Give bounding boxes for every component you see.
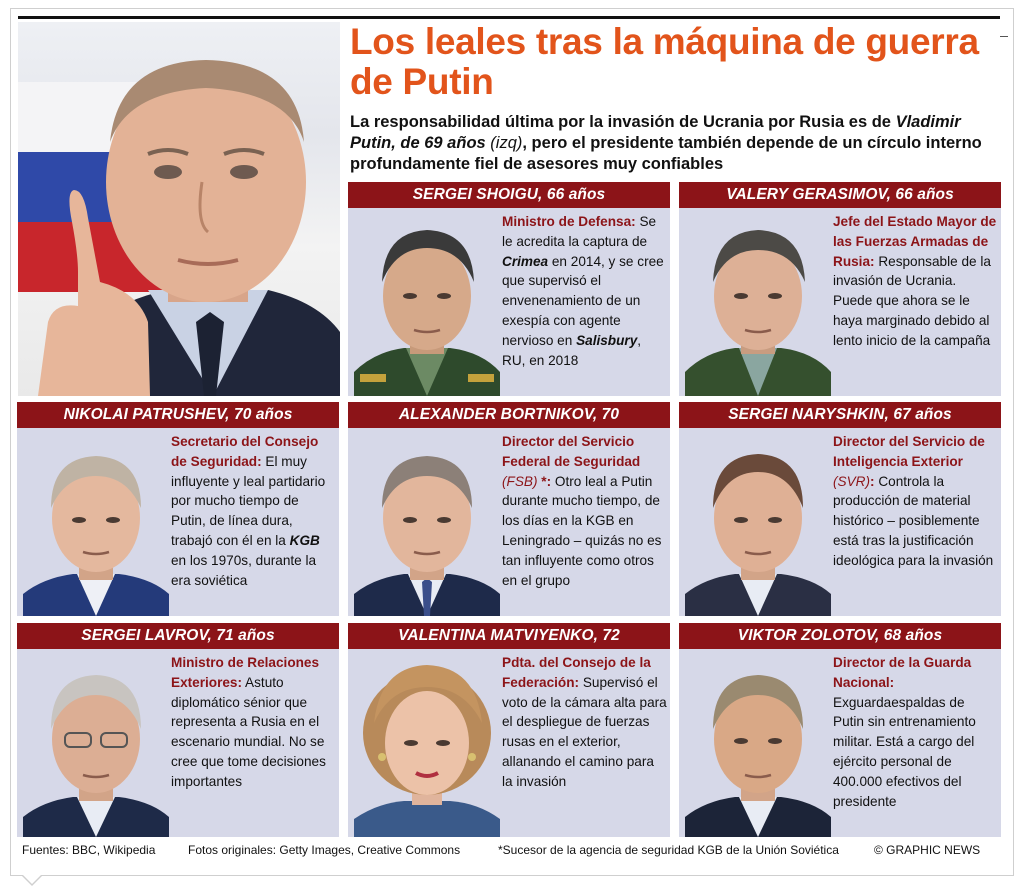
card-keyword: KGB [289, 532, 320, 548]
footer-note: *Sucesor de la agencia de seguridad KGB de la Unión Soviética [498, 843, 839, 857]
top-rule [18, 16, 1000, 19]
card-abbrev: (FSB) [502, 473, 538, 489]
card-bortnikov [348, 402, 670, 616]
intro-text [350, 112, 1000, 175]
card-role-suffix: *: [537, 473, 552, 489]
card-header: SERGEI LAVROV, 71 años [17, 623, 339, 649]
card-role: Pdta. del Consejo de la Federación: [502, 655, 651, 690]
zolotov-portrait [685, 653, 831, 837]
naryshkin-portrait [685, 432, 831, 616]
card-text-part: El muy influyente y leal partidario por mucho tiempo de Putin, de línea dura, trabajó con él en la [171, 453, 326, 548]
shoigu-portrait [354, 212, 500, 396]
patrushev-portrait [23, 432, 169, 616]
card-header: ALEXANDER BORTNIKOV, 70 [348, 402, 670, 428]
corner-tick [1000, 36, 1008, 37]
lavrov-portrait [23, 653, 169, 837]
card-description [833, 212, 999, 351]
card-patrushev [17, 402, 339, 616]
matviyenko-portrait [354, 653, 500, 837]
footer [18, 840, 1000, 860]
card-description [833, 653, 999, 811]
card-header: SERGEI SHOIGU, 66 años [348, 182, 670, 208]
card-text-part: , RU, en 2018 [502, 332, 642, 368]
footer-credit: © GRAPHIC NEWS [874, 843, 981, 857]
intro-part1: La responsabilidad última por la invasión de Ucrania por Rusia es de [350, 113, 891, 131]
page-title: Los leales tras la máquina de guerra de Putin [350, 21, 979, 102]
card-text-part: Responsable de la invasión de Ucrania. Puede que ahora se le haya marginado debido al lento inicio de la campaña [833, 253, 991, 348]
card-description [171, 432, 337, 590]
card-description [502, 432, 668, 590]
intro-name: Vladimir Putin, de 69 años [350, 113, 961, 152]
card-matviyenko [348, 623, 670, 837]
card-lavrov [17, 623, 339, 837]
card-role: Jefe del Estado Mayor de las Fuerzas Armadas de Rusia: [833, 214, 997, 269]
intro-part2: , pero el presidente también depende de un círculo interno profundamente fiel de asesores muy confiables [350, 134, 982, 173]
card-keyword: Crimea [502, 253, 549, 269]
card-role: Ministro de Defensa: [502, 214, 636, 229]
card-description [833, 432, 999, 571]
card-gerasimov [679, 182, 1001, 396]
card-role: Director de la Guarda Nacional: [833, 655, 972, 690]
card-role: Ministro de Relaciones Exteriores: [171, 655, 320, 690]
card-text-part: Supervisó el voto de la cámara alta para el despliegue de fuerzas rusas en el exterior, allanando el camino para la invasión [502, 674, 667, 789]
gerasimov-portrait [685, 212, 831, 396]
card-header: SERGEI NARYSHKIN, 67 años [679, 402, 1001, 428]
card-text-part: Astuto diplomático sénior que representa a Rusia en el escenario mundial. No se cree que tome decisiones importantes [171, 674, 326, 789]
card-role: Secretario del Consejo de Seguridad: [171, 434, 319, 469]
card-header: VALERY GERASIMOV, 66 años [679, 182, 1001, 208]
card-text-part: Controla la producción de material histórico – posiblemente está tras la justificación ideológica para la invasión [833, 473, 994, 568]
card-text-part: en los 1970s, durante la era soviética [171, 552, 317, 588]
card-text-part: Exguardaespaldas de Putin sin entrenamiento militar. Está a cargo del ejército personal de 400.000 efectivos del presidente [833, 694, 976, 809]
card-role: Director del Servicio de Inteligencia Exterior [833, 434, 985, 469]
putin-figure [18, 22, 340, 396]
footer-photos: Fotos originales: Getty Images, Creative Commons [188, 843, 461, 857]
card-description [502, 653, 668, 792]
card-naryshkin [679, 402, 1001, 616]
card-keyword: Salisbury [576, 332, 638, 348]
card-description [171, 653, 337, 792]
bortnikov-portrait [354, 432, 500, 616]
card-role-suffix: : [870, 473, 875, 489]
card-header: NIKOLAI PATRUSHEV, 70 años [17, 402, 339, 428]
footer-sources: Fuentes: BBC, Wikipedia [22, 843, 156, 857]
card-header: VALENTINA MATVIYENKO, 72 [348, 623, 670, 649]
putin-portrait [18, 22, 340, 396]
card-text-part: en 2014, y se cree que supervisó el envenenamiento de un exespía con agente nervioso en [502, 253, 664, 348]
card-zolotov [679, 623, 1001, 837]
card-abbrev: (SVR) [833, 473, 871, 489]
card-text-part: Se le acredita la captura de [502, 214, 657, 249]
intro-age-note: (izq) [490, 134, 523, 152]
frame-tail-inner [23, 875, 41, 884]
card-shoigu [348, 182, 670, 396]
card-text-part: Otro leal a Putin durante mucho tiempo, de los días en la KGB en Leningrado – quizás no es tan influyente como otros en el grupo [502, 473, 662, 588]
card-header: VIKTOR ZOLOTOV, 68 años [679, 623, 1001, 649]
card-description [502, 212, 668, 370]
card-role: Director del Servicio Federal de Seguridad [502, 434, 641, 469]
